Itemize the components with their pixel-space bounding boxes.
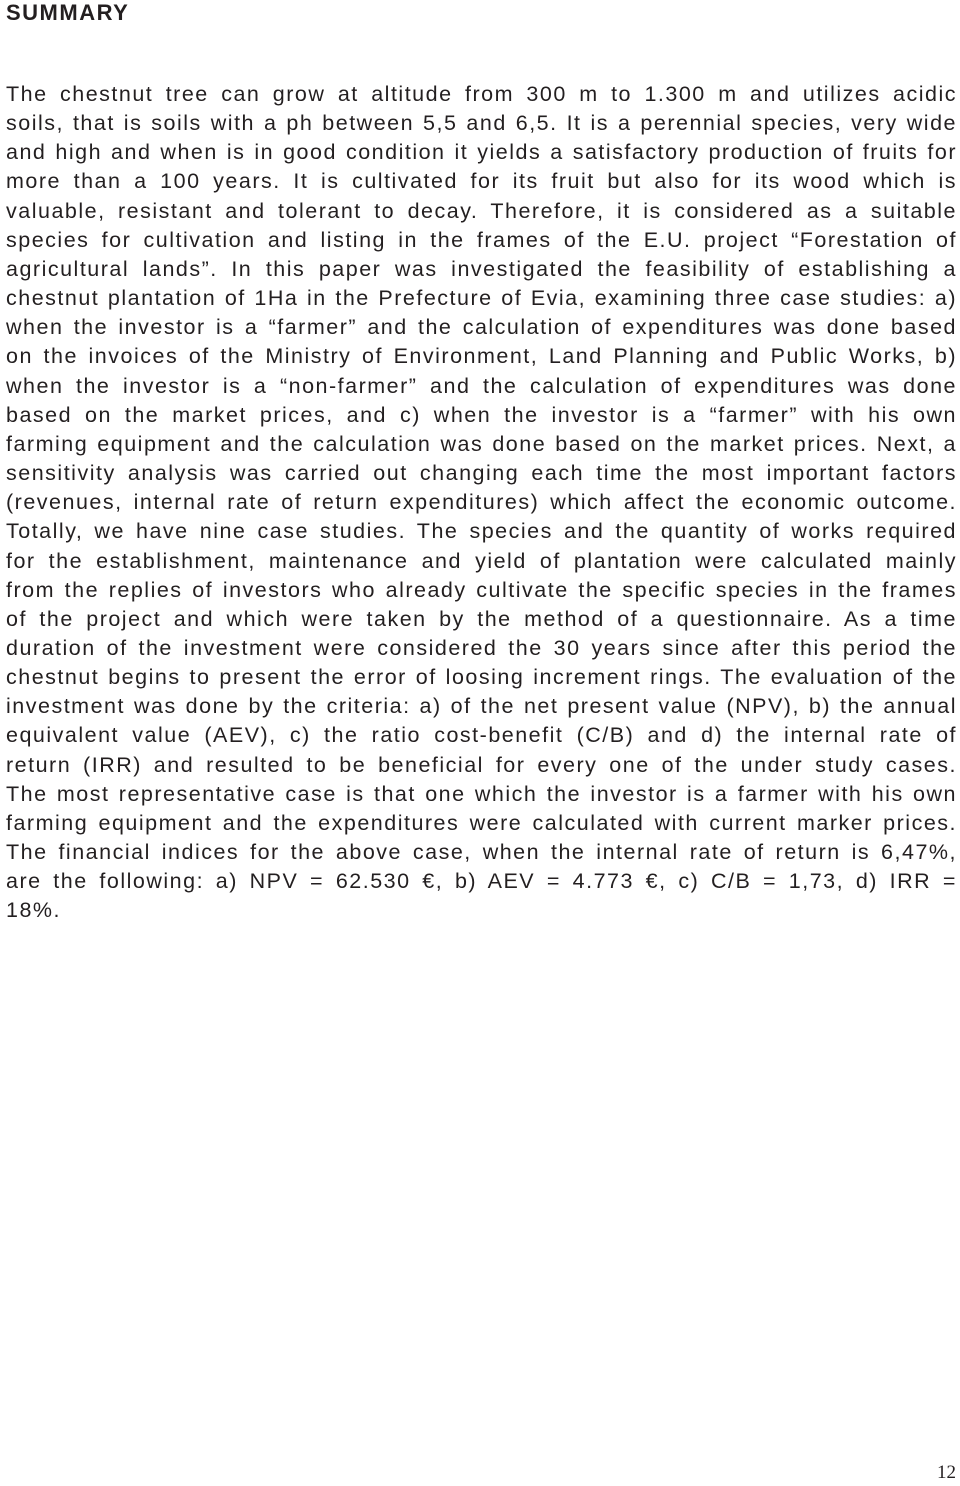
summary-paragraph: The chestnut tree can grow at altitude from 300 m to 1.300 m and utilizes acidic soils, that is soils with a ph between 5,5 and 6,5. It is a perennial species, very wide and high and when is in good condition it yields a satisfactory production of fruits for more than a 100 years. It is cultivated for its fruit but also for its wood which is valuable, resistant and tolerant to decay. Therefore, it is considered as a suitable species for cultivation and listing in the frames of the E.U. project “Forestation of agricultural lands”. In this paper was investigated the feasibility of establishing a chestnut plantation of 1Ha in the Prefecture of Evia, examining three case studies: a) when the investor is a “farmer” and the calculation of expenditures was done based on the invoices of the Ministry of Environment, Land Planning and Public Works, b) when the investor is a “non-farmer” and the calculation of expenditures was done based on the market prices, and c) when the investor is a “farmer” with his own farming equipment and the calculation was done based on the market prices. Next, a sensitivity analysis was carried out changing each time the most important factors (revenues, internal rate of return expenditures) which affect the economic outcome. Totally, we have nine case studies. The species and the quantity of works required for the establishment, maintenance and yield of plantation were calculated mainly from the replies of investors who already cultivate the specific species in the frames of the project and which were taken by the method of a questionnaire. As a time duration of the investment were considered the 30 years since after this period the chestnut begins to present the error of loosing increment rings. The evaluation of the investment was done by the criteria: a) of the net present value (NPV), b) the annual equivalent value (AEV), c) the ratio cost-benefit (C/B) and d) the internal rate of return (IRR) and resulted to be beneficial for every one of the under study cases. The most representative case is that one which the investor is a farmer with his own farming equipment and the expenditures were calculated with current marker prices. The financial indices for the above case, when the internal rate of return is 6,47%, are the following: a) NPV = 62.530 €, b) AEV = 4.773 €, c) C/B = 1,73, d) IRR = 18%. [6,82,957,923]
section-heading: SUMMARY [6,0,130,25]
page-number: 12 [937,1462,956,1483]
